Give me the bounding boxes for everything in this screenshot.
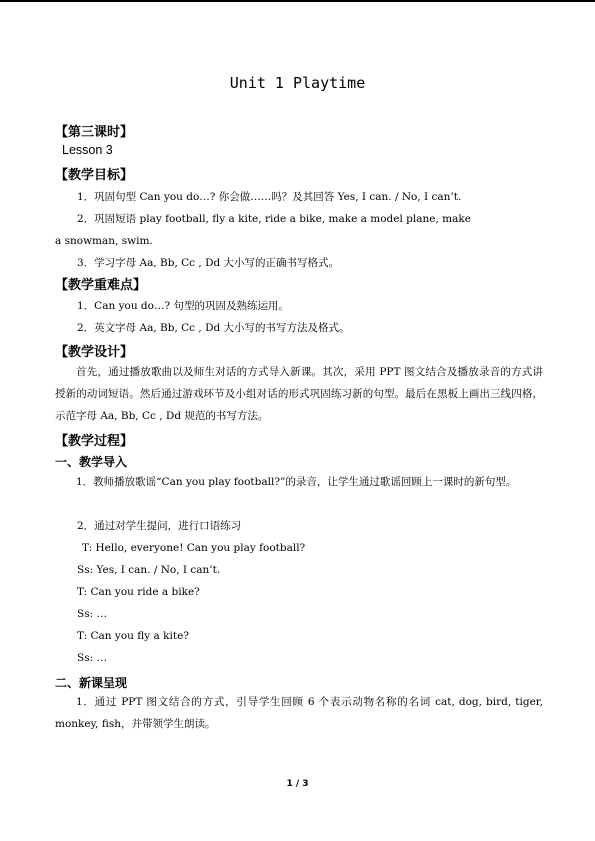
lesson-label: Lesson 3 [62,143,113,157]
key-point-item: 2．英文字母 Aa, Bb, Cc , Dd 大小写的书写方法及格式。 [77,322,350,334]
part-new-lesson-title: 二、新课呈现 [55,676,128,690]
key-point-item: 1．Can you do…? 句型的巩固及熟练运用。 [77,300,289,312]
goal-item: 3．学习字母 Aa, Bb, Cc , Dd 大小写的正确书写格式。 [77,257,340,269]
dialogue-line: T: Hello, everyone! Can you play football? [82,542,306,554]
heading-design: 【教学设计】 [55,345,134,360]
goal-item-continued: a snowman, swim. [55,235,153,247]
intro-step-2: 2．通过对学生提问，进行口语练习 [77,520,242,532]
heading-lesson-number: 【第三课时】 [55,125,134,140]
goal-item: 2．巩固短语 play football, fly a kite, ride a bike, make a model plane, make [77,213,471,225]
dialogue-line: Ss: Yes, I can. / No, I can’t. [77,564,221,576]
dialogue-line: Ss: … [77,608,107,620]
part-intro-title: 一、教学导入 [55,455,128,469]
heading-key-points: 【教学重难点】 [55,278,147,293]
dialogue-line: T: Can you fly a kite? [77,630,189,642]
dialogue-line: T: Can you ride a bike? [77,586,200,598]
heading-process: 【教学过程】 [55,434,134,449]
new-lesson-step-1: 1．通过 PPT 图文结合的方式，引导学生回顾 6 个表示动物名称的名词 cat, dog, bird, tiger, monkey, fish，并带领学生朗读。 [55,696,543,730]
goal-item: 1．巩固句型 Can you do…? 你会做……吗？及其回答 Yes, I can. / No, I can’t. [77,191,462,203]
design-paragraph: 首先，通过播放歌曲以及师生对话的方式导入新课。其次，采用 PPT 图文结合及播放录音的方式讲授新的动词短语。然后通过游戏环节及小组对话的形式巩固练习新的句型。最后在黑板上画出三线四格，示范字母 Aa, Bb, Cc , Dd 规范的书写方法。 [55,366,543,422]
dialogue-line: Ss: … [77,652,107,664]
heading-goals: 【教学目标】 [55,168,134,183]
page-title: Unit 1 Playtime [229,74,366,92]
intro-step-1: 1．教师播放歌谣“Can you play football?”的录音，让学生通过歌谣回顾上一课时的新句型。 [76,476,517,488]
page-number: 1 / 3 [286,779,309,789]
top-rule [0,0,595,2]
